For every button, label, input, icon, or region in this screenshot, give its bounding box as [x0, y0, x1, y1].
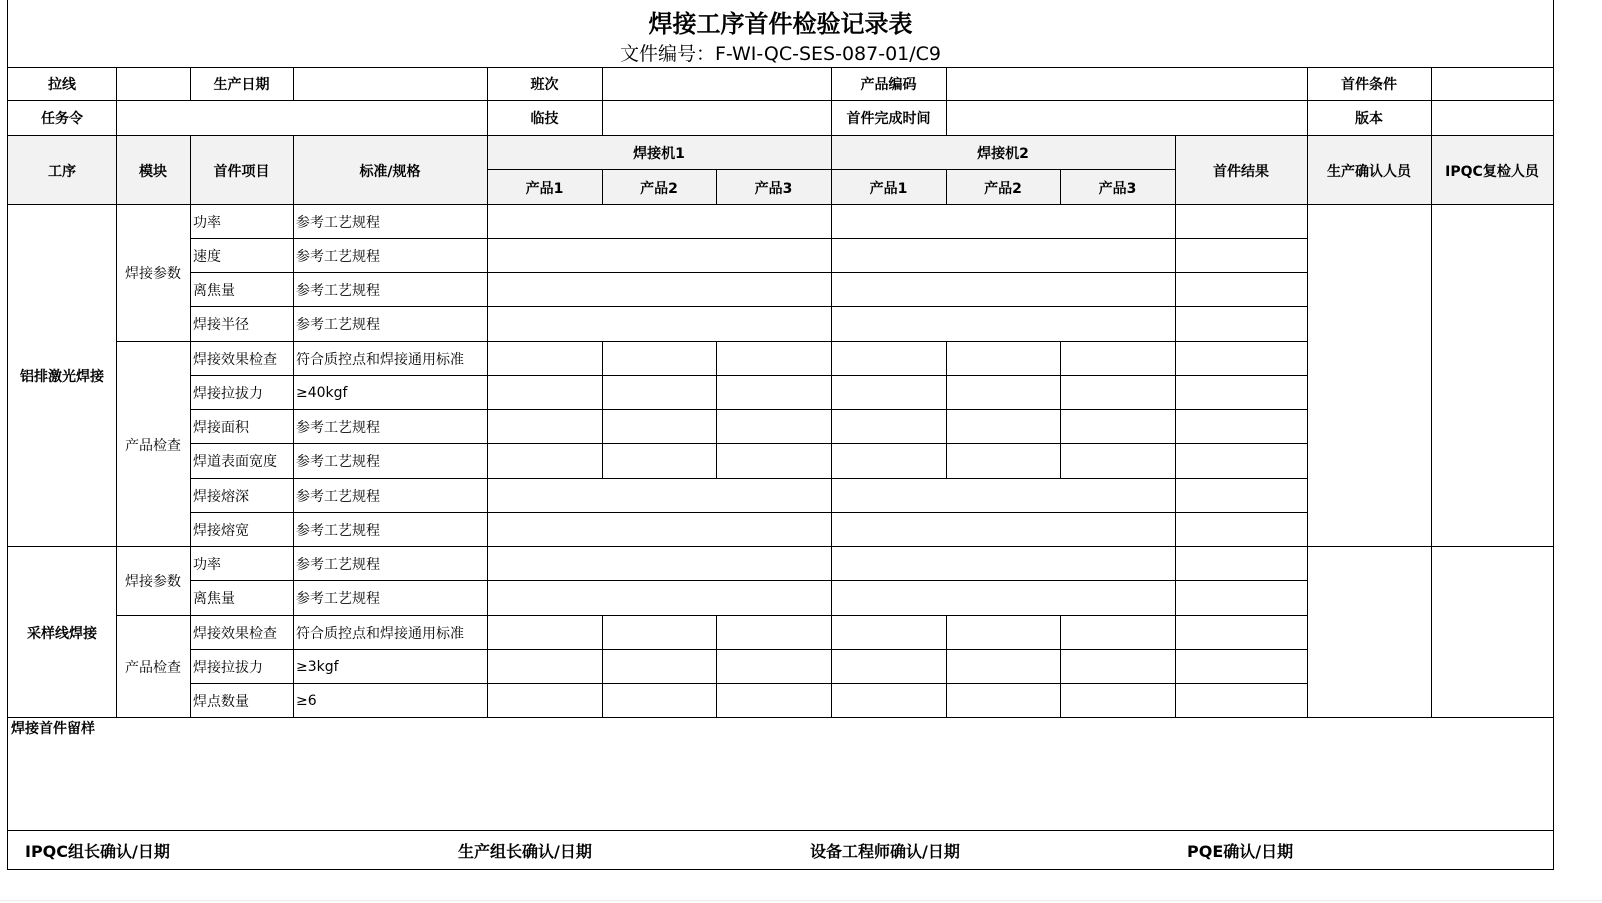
value-version[interactable]	[1431, 101, 1553, 135]
standard-cell: 参考工艺规程	[296, 454, 380, 470]
sign-production-leader[interactable]: 生产组长确认/日期	[458, 842, 592, 861]
sample-area[interactable]	[8, 740, 1553, 830]
item-cell: 焊接半径	[193, 317, 249, 333]
label-task-order: 任务令	[41, 111, 83, 127]
col-ipqc-recheck: IPQC复检人员	[1445, 163, 1539, 180]
col-module: 模块	[139, 163, 167, 180]
label-finish-time: 首件完成时间	[846, 111, 931, 127]
standard-cell: 参考工艺规程	[296, 215, 380, 231]
value-first-condition[interactable]	[1431, 67, 1553, 100]
item-cell: 速度	[193, 249, 221, 265]
standard-cell: 参考工艺规程	[296, 420, 380, 436]
value-product-code[interactable]	[946, 67, 1307, 100]
sample-label: 焊接首件留样	[11, 721, 95, 737]
standard-cell: 符合质控点和焊接通用标准	[296, 626, 464, 642]
value-finish-time[interactable]	[946, 101, 1307, 135]
process-sampling-wire-welding: 采样线焊接	[27, 625, 97, 642]
col-m2-product2: 产品2	[984, 180, 1022, 197]
item-cell: 功率	[193, 215, 221, 231]
sign-pqe[interactable]: PQE确认/日期	[1187, 842, 1294, 861]
col-m2-product1: 产品1	[869, 180, 908, 197]
module-weld-params-2: 焊接参数	[125, 574, 181, 590]
module-product-check-2: 产品检查	[125, 660, 181, 676]
label-version: 版本	[1355, 111, 1383, 127]
process-aluminum-laser-welding: 铝排激光焊接	[20, 369, 104, 385]
standard-cell: 参考工艺规程	[296, 489, 380, 505]
label-line: 拉线	[48, 76, 76, 93]
item-cell: 离焦量	[193, 283, 235, 299]
col-machine2: 焊接机2	[977, 146, 1029, 162]
standard-cell: 参考工艺规程	[296, 317, 380, 333]
col-process: 工序	[48, 163, 76, 180]
value-prod-date[interactable]	[293, 67, 487, 100]
item-cell: 焊接效果检查	[193, 626, 277, 642]
item-cell: 焊接效果检查	[193, 352, 277, 368]
item-cell: 焊接拉拔力	[193, 660, 263, 676]
standard-cell: ≥3kgf	[296, 659, 339, 675]
col-m2-product3: 产品3	[1098, 180, 1137, 197]
standard-cell: 参考工艺规程	[296, 591, 380, 607]
value-task-order[interactable]	[116, 101, 487, 135]
item-cell: 焊接面积	[193, 420, 249, 436]
item-cell: 焊点数量	[193, 694, 249, 710]
standard-cell: 参考工艺规程	[296, 557, 380, 573]
standard-cell: 参考工艺规程	[296, 523, 380, 539]
value-shift[interactable]	[602, 67, 831, 100]
col-m1-product1: 产品1	[525, 180, 564, 197]
col-item: 首件项目	[213, 163, 270, 180]
label-prod-date: 生产日期	[213, 76, 270, 93]
value-line[interactable]	[116, 67, 190, 100]
label-shift: 班次	[530, 76, 559, 93]
label-first-condition: 首件条件	[1341, 76, 1397, 93]
col-prod-confirm: 生产确认人员	[1327, 163, 1411, 180]
col-result: 首件结果	[1213, 163, 1269, 180]
file-number: 文件编号：F-WI-QC-SES-087-01/C9	[619, 42, 942, 65]
sign-equipment-engineer[interactable]: 设备工程师确认/日期	[810, 842, 960, 861]
sign-ipqc-leader[interactable]: IPQC组长确认/日期	[25, 842, 170, 861]
item-cell: 离焦量	[193, 591, 235, 607]
value-temp-tech[interactable]	[602, 101, 831, 135]
col-standard: 标准/规格	[359, 163, 421, 180]
standard-cell: ≥40kgf	[296, 385, 348, 401]
standard-cell: ≥6	[296, 693, 317, 709]
item-cell: 焊道表面宽度	[193, 454, 277, 470]
label-product-code: 产品编码	[860, 76, 917, 93]
page-title: 焊接工序首件检验记录表	[648, 9, 913, 38]
col-m1-product2: 产品2	[640, 180, 678, 197]
standard-cell: 参考工艺规程	[296, 283, 380, 299]
col-m1-product3: 产品3	[754, 180, 793, 197]
item-cell: 焊接拉拔力	[193, 386, 263, 402]
standard-cell: 参考工艺规程	[296, 249, 380, 265]
item-cell: 焊接熔宽	[193, 523, 249, 539]
standard-cell: 符合质控点和焊接通用标准	[296, 352, 464, 368]
col-machine1: 焊接机1	[633, 146, 685, 162]
module-product-check-1: 产品检查	[125, 437, 181, 454]
module-weld-params-1: 焊接参数	[125, 266, 181, 282]
item-cell: 功率	[193, 557, 221, 573]
label-temp-tech: 临技	[530, 111, 559, 127]
item-cell: 焊接熔深	[193, 489, 249, 505]
